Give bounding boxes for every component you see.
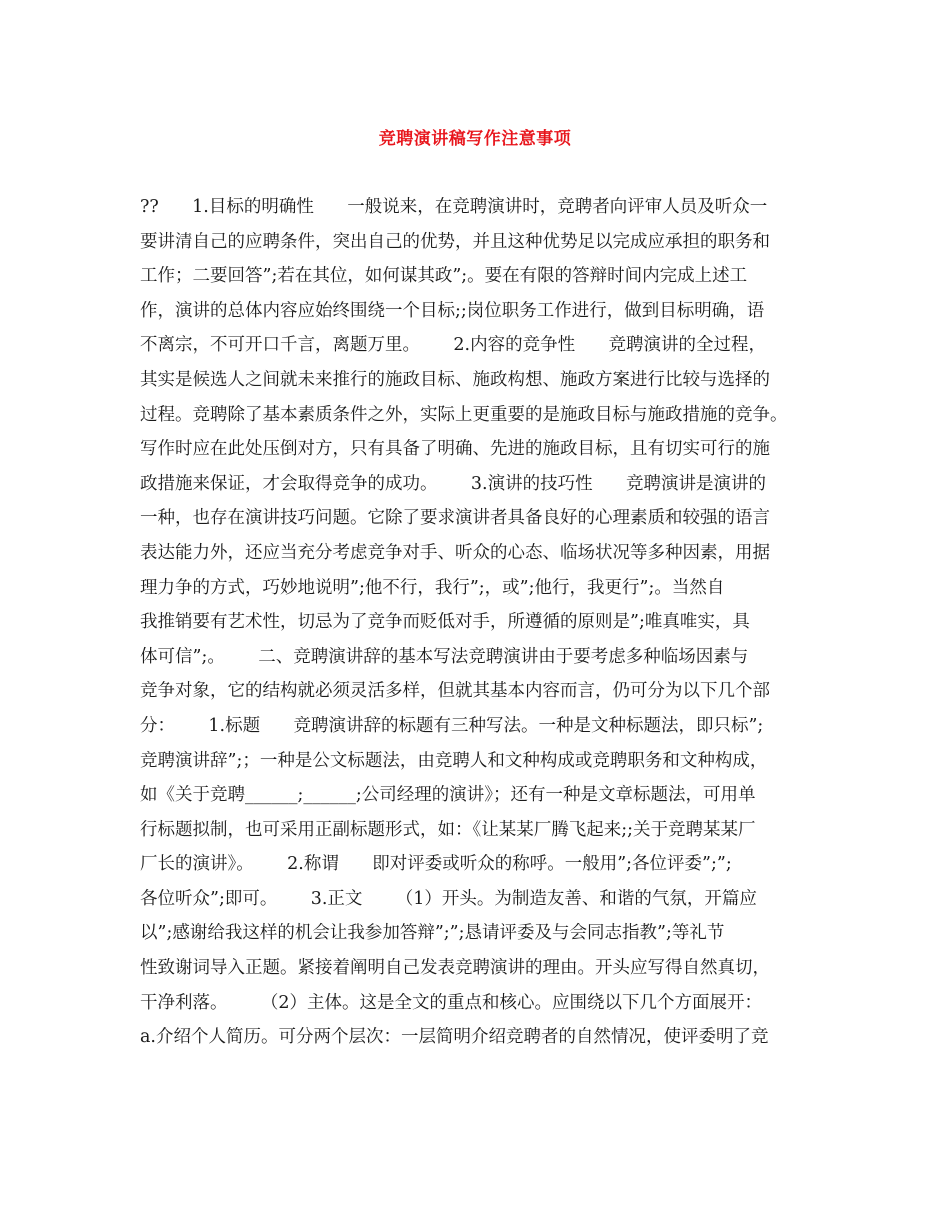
body-line: 性致谢词导入正题。紧接着阐明自己发表竞聘演讲的理由。开头应写得自然真切，: [140, 958, 770, 979]
body-line: 要讲清自己的应聘条件，突出自己的优势，并且这种优势足以完成应承担的职务和: [140, 231, 770, 252]
body-line: 竞聘演讲辞”;；一种是公文标题法，由竞聘人和文种构成或竞聘职务和文种构成，: [140, 750, 768, 771]
body-line: 政措施来保证，才会取得竞争的成功。 3.演讲的技巧性 竞聘演讲是演讲的: [140, 473, 766, 494]
body-line: 厂长的演讲》。 2.称谓 即对评委或听众的称呼。一般用”;各位评委”;”;: [140, 854, 732, 875]
body-line: 各位听众”;即可。 3.正文 （1）开头。为制造友善、和谐的气氛，开篇应: [140, 888, 757, 909]
body-line: 工作；二要回答”;若在其位，如何谋其政”;。要在有限的答辩时间内完成上述工: [140, 266, 748, 287]
body-line: 竞争对象，它的结构就必须灵活多样，但就其基本内容而言，仍可分为以下几个部: [140, 681, 770, 702]
body-line: 一种，也存在演讲技巧问题。它除了要求演讲者具备良好的心理素质和较强的语言: [140, 508, 770, 529]
body-line: 分： 1.标题 竞聘演讲辞的标题有三种写法。一种是文种标题法，即只标”;: [140, 715, 764, 736]
document-title: 竞聘演讲稿写作注意事项: [378, 129, 572, 149]
body-line: 理力争的方式，巧妙地说明”;他不行，我行”;，或”;他行，我更行”;。当然自: [140, 577, 725, 598]
body-line: 行标题拟制，也可采用正副标题形式，如：《让某某厂腾飞起来;;关于竞聘某某厂: [140, 819, 756, 840]
body-line: 其实是候选人之间就未来推行的施政目标、施政构想、施政方案进行比较与选择的: [140, 369, 770, 390]
body-line: a.介绍个人简历。可分两个层次：一层简明介绍竞聘者的自然情况，使评委明了竞: [140, 1027, 769, 1048]
document-body: [140, 190, 830, 1055]
body-line: 表达能力外，还应当充分考虑竞争对手、听众的心态、临场状况等多种因素，用据: [140, 542, 770, 563]
body-line: 如《关于竞聘______;______;公司经理的演讲》；还有一种是文章标题法，可用单: [140, 785, 756, 806]
body-line: ?? 1.目标的明确性 一般说来，在竞聘演讲时，竞聘者向评审人员及听众一: [140, 197, 768, 217]
body-line: 写作时应在此处压倒对方，只有具备了明确、先进的施政目标，且有切实可行的施: [140, 439, 770, 460]
body-line: 不离宗，不可开口千言，离题万里。 2.内容的竞争性 竞聘演讲的全过程，: [140, 335, 766, 356]
body-line: 以”;感谢给我这样的机会让我参加答辩”;”;恳请评委及与会同志指教”;等礼节: [140, 923, 725, 944]
body-line: 我推销要有艺术性，切忌为了竞争而贬低对手，所遵循的原则是”;唯真唯实，具: [140, 612, 750, 633]
body-line: 干净利落。 （2）主体。这是全文的重点和核心。应围绕以下几个方面展开：: [140, 992, 763, 1013]
body-line: 体可信”;。 二、竞聘演讲辞的基本写法竞聘演讲由于要考虑多种临场因素与: [140, 646, 749, 667]
body-line: 作，演讲的总体内容应始终围绕一个目标;;岗位职务工作进行，做到目标明确，语: [140, 300, 765, 321]
body-line: 过程。竞聘除了基本素质条件之外，实际上更重要的是施政目标与施政措施的竞争。: [140, 404, 788, 425]
